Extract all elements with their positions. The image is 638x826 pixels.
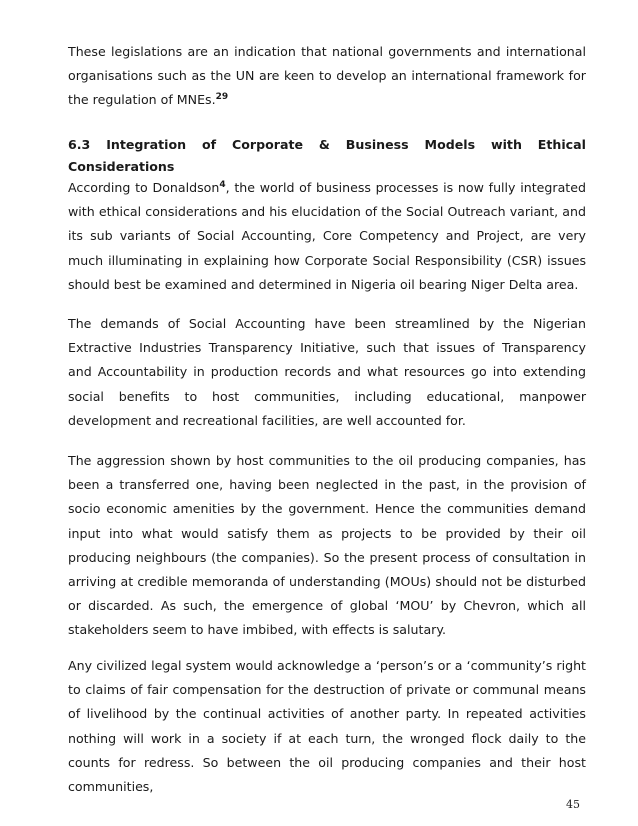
heading-word: Business (345, 137, 409, 152)
heading-number: 6.3 (68, 137, 91, 152)
paragraph-donaldson (68, 176, 586, 297)
section-heading-continuation: Considerations (68, 159, 175, 174)
paragraph-aggression: The aggression shown by host communities to the oil producing companies, has been a transferred one, having been neglected in the past, in the provision of socio economic amenities by the government. Hence the communities demand input into what would satisfy them as projects to be provided by their oil producing neighbours (the companies). So the present process of consultation in arriving at credible memoranda of understanding (MOUs) should not be disturbed or discarded. As such, the emergence of global ‘MOU’ by Chevron, which all stakeholders seem to have imbibed, with effects is salutary. (68, 453, 586, 638)
paragraph-social-accounting: The demands of Social Accounting have been streamlined by the Nigerian Extractive Industries Transparency Initiative, such that issues of Transparency and Accountability in production records and what resources go into extending social benefits to host communities, including educational, manpower development and recreational facilities, are well accounted for. (68, 316, 586, 428)
heading-word: Models (424, 137, 476, 152)
footnote-marker: 29 (215, 92, 229, 103)
heading-word: Ethical (537, 137, 586, 152)
heading-word: with (490, 137, 522, 152)
page-number: 45 (566, 798, 580, 811)
heading-word: & (318, 137, 330, 152)
paragraph-text: , the world of business processes is now fully integrated with ethical considerations and his elucidation of the Social Outreach variant, and its sub variants of Social Accounting, Core Competency and Project, are very much illuminating in explaining how Corporate Social Responsibility (CSR) issues should best be examined and determined in Nigeria oil bearing Niger Delta area. (68, 180, 586, 292)
footnote-marker: 4 (219, 180, 226, 190)
heading-word: of (201, 137, 217, 152)
section-heading (68, 133, 586, 157)
heading-word: Corporate (231, 137, 304, 152)
intro-paragraph (68, 40, 586, 113)
intro-text: These legislations are an indication that national governments and international organisations such as the UN are keen to develop an international framework for the regulation of MNEs. (68, 44, 586, 108)
paragraph-legal-system: Any civilized legal system would acknowledge a ‘person’s or a ‘community’s right to claims of fair compensation for the destruction of private or communal means of livelihood by the continual activities of another party. In repeated activities nothing will work in a society if at each turn, the wronged flock daily to the counts for redress. So between the oil producing companies and their host communities, (68, 658, 586, 795)
paragraph-text: According to Donaldson (68, 180, 220, 195)
heading-word: Integration (106, 137, 187, 152)
